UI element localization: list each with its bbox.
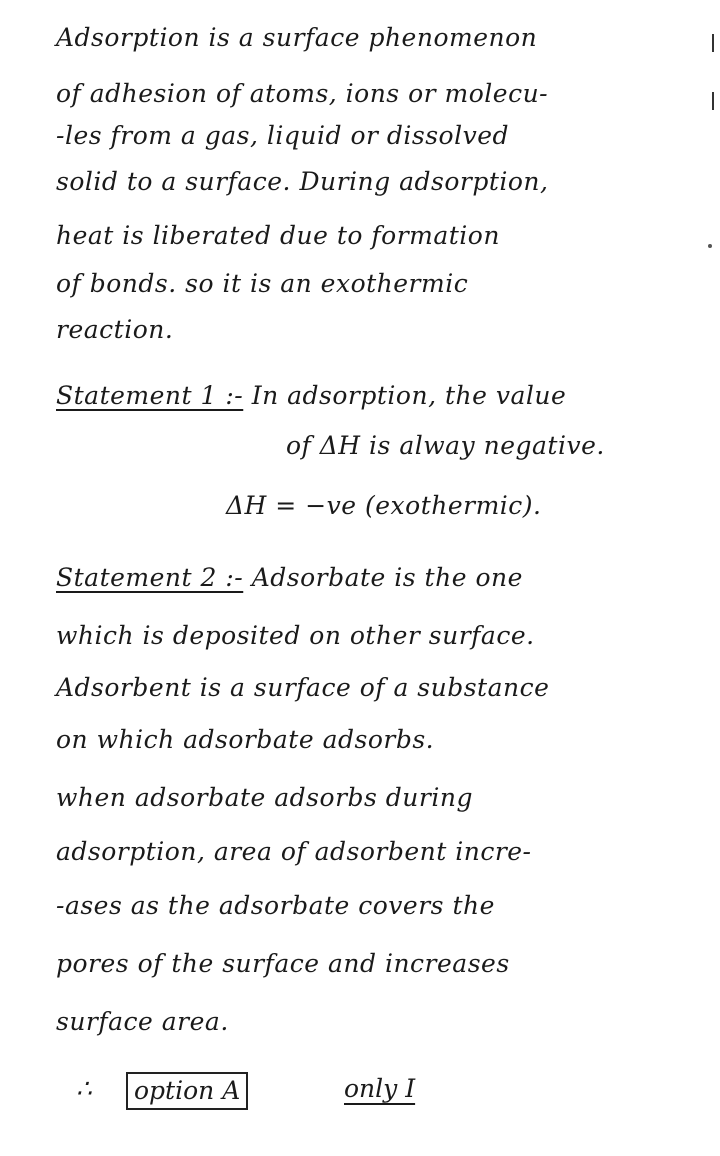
answer-note: only I <box>344 1074 416 1103</box>
paragraph-line: pores of the surface and increases <box>56 949 510 978</box>
statement-2 <box>56 562 523 594</box>
statement-1-label: Statement 1 :- <box>56 381 244 410</box>
margin-mark <box>712 92 714 110</box>
paragraph-line: surface area. <box>56 1007 229 1036</box>
statement-1 <box>56 380 566 412</box>
paragraph-line: of bonds. so it is an exothermic <box>56 269 469 298</box>
margin-dot <box>708 244 712 248</box>
paragraph-line: Adsorption is a surface phenomenon <box>56 23 538 52</box>
paragraph-line: of adhesion of atoms, ions or molecu- <box>56 79 549 108</box>
statement-2-line: which is deposited on other surface. <box>56 621 535 650</box>
statement-2-text: Adsorbate is the one <box>251 563 523 592</box>
therefore-symbol: ∴ <box>76 1074 92 1103</box>
statement-2-line: on which adsorbate adsorbs. <box>56 725 435 754</box>
statement-1-text: In adsorption, the value <box>251 381 567 410</box>
paragraph-line: adsorption, area of adsorbent incre- <box>56 837 532 866</box>
answer-box: option A <box>126 1072 248 1110</box>
statement-2-label: Statement 2 :- <box>56 563 244 592</box>
statement-2-line: Adsorbent is a surface of a substance <box>56 673 550 702</box>
paragraph-line: -les from a gas, liquid or dissolved <box>56 121 510 150</box>
paragraph-line: when adsorbate adsorbs during <box>56 783 473 812</box>
paragraph-line: heat is liberated due to formation <box>56 221 500 250</box>
paragraph-line: -ases as the adsorbate covers the <box>56 891 495 920</box>
margin-mark <box>712 34 714 52</box>
statement-1-text-2: of ΔH is alway negative. <box>286 431 605 460</box>
formula: ΔH = −ve (exothermic). <box>226 491 542 520</box>
paragraph-line: reaction. <box>56 315 174 344</box>
paragraph-line: solid to a surface. During adsorption, <box>56 167 549 196</box>
